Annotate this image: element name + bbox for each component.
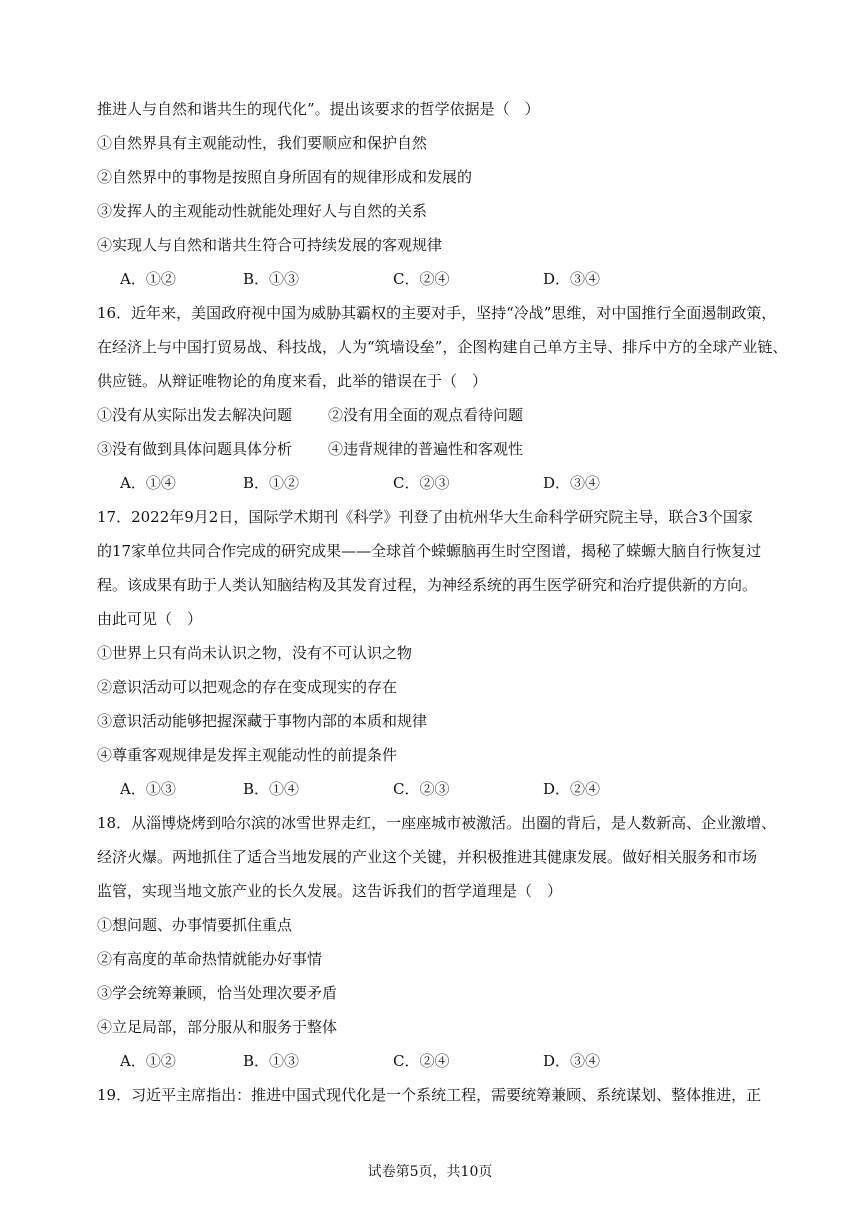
- q19-stem-line-1: 19．习近平主席指出：推进中国式现代化是一个系统工程，需要统筹兼顾、系统谋划、整体推进，正: [97, 1086, 762, 1104]
- q17-statement-2: ②意识活动可以把观念的存在变成现实的存在: [97, 678, 398, 696]
- q15-statement-1: ①自然界具有主观能动性，我们要顺应和保护自然: [97, 134, 428, 152]
- q15-statement-3: ③发挥人的主观能动性就能处理好人与自然的关系: [97, 202, 428, 220]
- q18-option-d[interactable]: D．③④: [543, 1052, 601, 1070]
- q17-option-c[interactable]: C．②③: [393, 780, 450, 798]
- q16-statements-row-2: [97, 438, 777, 460]
- q17-stem-line-3: 程。该成果有助于人类认知脑结构及其发育过程，为神经系统的再生医学研究和治疗提供新的方向。: [97, 576, 758, 594]
- q18-stem-line-3: 监管，实现当地文旅产业的长久发展。这告诉我们的哲学道理是（ ）: [97, 882, 563, 900]
- q18-statement-3: ③学会统筹兼顾，恰当处理次要矛盾: [97, 984, 338, 1002]
- q17-option-a[interactable]: A．①③: [120, 780, 176, 798]
- q17-stem-line-1: 17．2022年9月2日，国际学术期刊《科学》刊登了由杭州华大生命科学研究院主导，联合3个国家: [97, 508, 753, 526]
- q17-stem-line-2: 的17家单位共同合作完成的研究成果——全球首个蝾螈脑再生时空图谱，揭秘了蝾螈大脑自行恢复过: [97, 542, 762, 560]
- q15-option-d[interactable]: D．③④: [543, 270, 601, 288]
- q16-statement-3: ③没有做到具体问题具体分析: [97, 440, 293, 458]
- q16-option-d[interactable]: D．③④: [543, 474, 601, 492]
- q16-option-b[interactable]: B．①②: [243, 474, 300, 492]
- q18-stem-line-2: 经济火爆。两地抓住了适合当地发展的产业这个关键，并积极推进其健康发展。做好相关服务和市场: [97, 848, 758, 866]
- q16-option-c[interactable]: C．②③: [393, 474, 450, 492]
- q17-option-b[interactable]: B．①④: [243, 780, 300, 798]
- q16-statement-4: ④违背规律的普遍性和客观性: [328, 440, 524, 458]
- q16-option-a[interactable]: A．①④: [120, 474, 176, 492]
- page-footer: 试卷第5页，共10页: [367, 1164, 493, 1180]
- q18-statement-2: ②有高度的革命热情就能办好事情: [97, 950, 323, 968]
- q16-statement-2: ②没有用全面的观点看待问题: [328, 406, 524, 424]
- q15-option-b[interactable]: B．①③: [243, 270, 300, 288]
- q17-option-d[interactable]: D．②④: [543, 780, 601, 798]
- q17-stem-line-4: 由此可见（ ）: [97, 610, 203, 628]
- q16-statement-1: ①没有从实际出发去解决问题: [97, 406, 293, 424]
- q18-option-a[interactable]: A．①②: [120, 1052, 176, 1070]
- q18-option-c[interactable]: C．②④: [393, 1052, 450, 1070]
- q17-statement-3: ③意识活动能够把握深藏于事物内部的本质和规律: [97, 712, 428, 730]
- q16-stem-line-3: 供应链。从辩证唯物论的角度来看，此举的错误在于（ ）: [97, 372, 488, 390]
- q15-statement-4: ④实现人与自然和谐共生符合可持续发展的客观规律: [97, 236, 443, 254]
- q15-statement-2: ②自然界中的事物是按照自身所固有的规律形成和发展的: [97, 168, 473, 186]
- q16-statements-row-1: [97, 404, 777, 426]
- q17-statement-4: ④尊重客观规律是发挥主观能动性的前提条件: [97, 746, 398, 764]
- q18-statement-4: ④立足局部，部分服从和服务于整体: [97, 1018, 338, 1036]
- q18-stem-line-1: 18．从淄博烧烤到哈尔滨的冰雪世界走红，一座座城市被激活。出圈的背后，是人数新高、企业激增、: [97, 814, 777, 832]
- q16-stem-line-2: 在经济上与中国打贸易战、科技战，人为“筑墙设垒”，企图构建自己单方主导、排斥中方的全球产业链、: [97, 338, 788, 356]
- q15-option-c[interactable]: C．②④: [393, 270, 450, 288]
- q17-statement-1: ①世界上只有尚未认识之物，没有不可认识之物: [97, 644, 413, 662]
- q15-stem-tail: 推进人与自然和谐共生的现代化”。提出该要求的哲学依据是（ ）: [97, 100, 540, 118]
- q15-option-a[interactable]: A．①②: [120, 270, 176, 288]
- q18-option-b[interactable]: B．①③: [243, 1052, 300, 1070]
- q16-stem-line-1: 16．近年来，美国政府视中国为威胁其霸权的主要对手，坚持“冷战”思维，对中国推行全面遏制政策，: [97, 304, 777, 322]
- q18-statement-1: ①想问题、办事情要抓住重点: [97, 916, 293, 934]
